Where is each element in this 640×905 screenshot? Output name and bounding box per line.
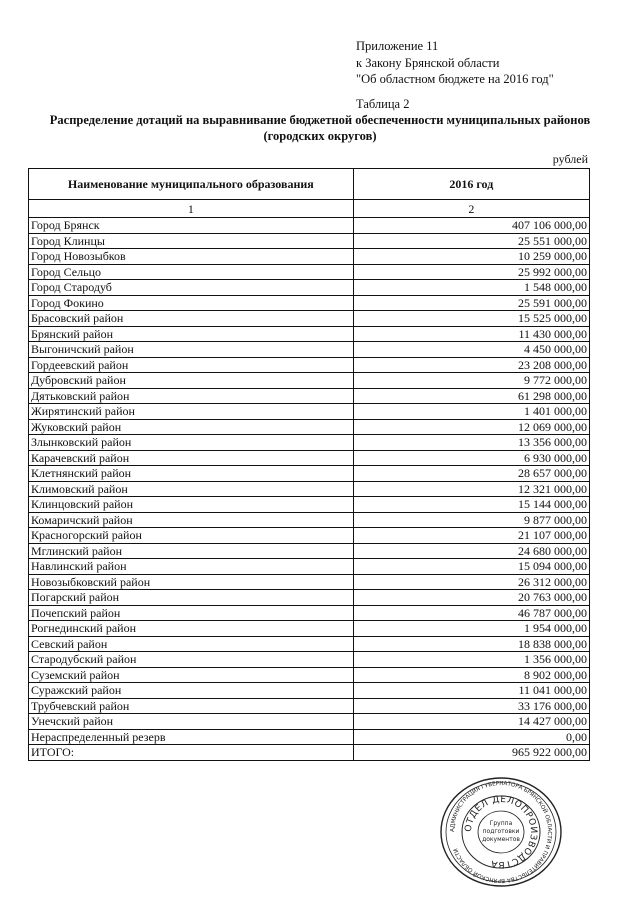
table-row bbox=[29, 652, 590, 668]
column-header-year: 2016 год bbox=[353, 169, 589, 200]
municipality-name: Брасовский район bbox=[29, 311, 354, 327]
table-row bbox=[29, 683, 590, 699]
subsidy-amount: 61 298 000,00 bbox=[353, 388, 589, 404]
subsidy-amount: 15 094 000,00 bbox=[353, 559, 589, 575]
subsidy-amount: 25 992 000,00 bbox=[353, 264, 589, 280]
municipality-name: Выгоничский район bbox=[29, 342, 354, 358]
table-row bbox=[29, 357, 590, 373]
subsidy-amount: 6 930 000,00 bbox=[353, 450, 589, 466]
law-reference: к Закону Брянской области bbox=[356, 55, 500, 70]
subsidy-amount: 1 954 000,00 bbox=[353, 621, 589, 637]
column-number-1: 1 bbox=[29, 200, 354, 218]
subsidy-amount: 18 838 000,00 bbox=[353, 636, 589, 652]
table-row bbox=[29, 714, 590, 730]
table-row bbox=[29, 667, 590, 683]
table-number: Таблица 2 bbox=[356, 96, 410, 111]
subsidy-amount: 8 902 000,00 bbox=[353, 667, 589, 683]
appendix-number: Приложение 11 bbox=[356, 39, 439, 53]
table-row bbox=[29, 698, 590, 714]
subsidy-amount: 13 356 000,00 bbox=[353, 435, 589, 451]
municipality-name: Унечский район bbox=[29, 714, 354, 730]
table-row bbox=[29, 559, 590, 575]
table-row bbox=[29, 435, 590, 451]
municipality-name: ИТОГО: bbox=[29, 745, 354, 761]
subsidy-amount: 15 525 000,00 bbox=[353, 311, 589, 327]
subsidy-amount: 12 321 000,00 bbox=[353, 481, 589, 497]
table-row bbox=[29, 419, 590, 435]
subsidy-amount: 11 041 000,00 bbox=[353, 683, 589, 699]
municipality-name: Жуковский район bbox=[29, 419, 354, 435]
municipality-name: Стародубский район bbox=[29, 652, 354, 668]
subsidy-amount: 25 551 000,00 bbox=[353, 233, 589, 249]
table-row bbox=[29, 280, 590, 296]
document-title-line2: (городских округов) bbox=[263, 129, 377, 143]
document-title bbox=[20, 112, 620, 144]
municipality-name: Город Фокино bbox=[29, 295, 354, 311]
subsidy-amount: 23 208 000,00 bbox=[353, 357, 589, 373]
municipality-name: Злынковский район bbox=[29, 435, 354, 451]
subsidy-amount: 9 772 000,00 bbox=[353, 373, 589, 389]
table-row bbox=[29, 342, 590, 358]
table-row bbox=[29, 543, 590, 559]
appendix-header bbox=[356, 38, 554, 112]
official-stamp bbox=[437, 776, 565, 888]
subsidy-amount: 14 427 000,00 bbox=[353, 714, 589, 730]
table-row bbox=[29, 745, 590, 761]
table-header-row bbox=[29, 169, 590, 200]
municipality-name: Новозыбковский район bbox=[29, 574, 354, 590]
table-row bbox=[29, 636, 590, 652]
municipality-name: Климовский район bbox=[29, 481, 354, 497]
municipality-name: Мглинский район bbox=[29, 543, 354, 559]
municipality-name: Брянский район bbox=[29, 326, 354, 342]
table-row bbox=[29, 326, 590, 342]
subsidy-amount: 12 069 000,00 bbox=[353, 419, 589, 435]
subsidy-amount: 21 107 000,00 bbox=[353, 528, 589, 544]
stamp-center-line1: Группа bbox=[489, 820, 513, 827]
table-row bbox=[29, 218, 590, 234]
law-title: "Об областном бюджете на 2016 год" bbox=[356, 72, 554, 86]
subsidy-amount: 1 356 000,00 bbox=[353, 652, 589, 668]
table-body bbox=[29, 218, 590, 761]
subsidy-amount: 20 763 000,00 bbox=[353, 590, 589, 606]
municipality-name: Дубровский район bbox=[29, 373, 354, 389]
table-row bbox=[29, 590, 590, 606]
subsidy-amount: 25 591 000,00 bbox=[353, 295, 589, 311]
municipality-name: Клинцовский район bbox=[29, 497, 354, 513]
municipality-name: Гордеевский район bbox=[29, 357, 354, 373]
subsidy-amount: 4 450 000,00 bbox=[353, 342, 589, 358]
subsidy-amount: 46 787 000,00 bbox=[353, 605, 589, 621]
municipality-name: Суземский район bbox=[29, 667, 354, 683]
subsidy-amount: 24 680 000,00 bbox=[353, 543, 589, 559]
table-row bbox=[29, 249, 590, 265]
table-row bbox=[29, 466, 590, 482]
table-row bbox=[29, 528, 590, 544]
stamp-outer-text: АДМИНИСТРАЦИЯ ГУБЕРНАТОРА БРЯНСКОЙ ОБЛАСТИ И ПРАВИТЕЛЬСТВА БРЯНСКОЙ ОБЛАСТИ bbox=[449, 780, 553, 884]
table-row bbox=[29, 373, 590, 389]
municipality-name: Красногорский район bbox=[29, 528, 354, 544]
stamp-center-line3: документов bbox=[482, 836, 520, 843]
subsidy-amount: 15 144 000,00 bbox=[353, 497, 589, 513]
table-row bbox=[29, 264, 590, 280]
table-row bbox=[29, 729, 590, 745]
municipality-name: Город Сельцо bbox=[29, 264, 354, 280]
municipality-name: Почепский район bbox=[29, 605, 354, 621]
table-row bbox=[29, 311, 590, 327]
subsidy-amount: 33 176 000,00 bbox=[353, 698, 589, 714]
table-row bbox=[29, 512, 590, 528]
subsidy-amount: 965 922 000,00 bbox=[353, 745, 589, 761]
municipality-name: Клетнянский район bbox=[29, 466, 354, 482]
municipality-name: Рогнединский район bbox=[29, 621, 354, 637]
table-row bbox=[29, 497, 590, 513]
table-row bbox=[29, 574, 590, 590]
subsidy-amount: 10 259 000,00 bbox=[353, 249, 589, 265]
municipality-name: Город Новозыбков bbox=[29, 249, 354, 265]
municipality-name: Суражский район bbox=[29, 683, 354, 699]
document-title-line1: Распределение дотаций на выравнивание бюджетной обеспеченности муниципальных районов bbox=[49, 113, 591, 127]
subsidy-amount: 1 548 000,00 bbox=[353, 280, 589, 296]
subsidy-amount: 11 430 000,00 bbox=[353, 326, 589, 342]
subsidy-amount: 28 657 000,00 bbox=[353, 466, 589, 482]
stamp-ring-text: ОТДЕЛ ДЕЛОПРОИЗВОДСТВА bbox=[463, 794, 539, 870]
municipality-name: Севский район bbox=[29, 636, 354, 652]
municipality-name: Дятьковский район bbox=[29, 388, 354, 404]
municipality-name: Трубчевский район bbox=[29, 698, 354, 714]
table-row bbox=[29, 621, 590, 637]
municipality-name: Карачевский район bbox=[29, 450, 354, 466]
column-numbers-row bbox=[29, 200, 590, 218]
subsidy-amount: 9 877 000,00 bbox=[353, 512, 589, 528]
municipality-name: Комаричский район bbox=[29, 512, 354, 528]
table-row bbox=[29, 295, 590, 311]
table-row bbox=[29, 450, 590, 466]
municipality-name: Город Брянск bbox=[29, 218, 354, 234]
stamp-center-line2: подготовки bbox=[482, 828, 520, 835]
subsidy-amount: 0,00 bbox=[353, 729, 589, 745]
table-row bbox=[29, 605, 590, 621]
subsidy-amount: 1 401 000,00 bbox=[353, 404, 589, 420]
table-row bbox=[29, 388, 590, 404]
table-row bbox=[29, 481, 590, 497]
municipality-name: Жирятинский район bbox=[29, 404, 354, 420]
table-row bbox=[29, 404, 590, 420]
municipality-name: Навлинский район bbox=[29, 559, 354, 575]
subsidy-amount: 407 106 000,00 bbox=[353, 218, 589, 234]
units-label: рублей bbox=[552, 152, 588, 166]
municipality-name: Город Стародуб bbox=[29, 280, 354, 296]
table-row bbox=[29, 233, 590, 249]
subsidies-table bbox=[28, 168, 590, 761]
column-header-name: Наименование муниципального образования bbox=[29, 169, 354, 200]
municipality-name: Нераспределенный резерв bbox=[29, 729, 354, 745]
municipality-name: Город Клинцы bbox=[29, 233, 354, 249]
subsidy-amount: 26 312 000,00 bbox=[353, 574, 589, 590]
column-number-2: 2 bbox=[353, 200, 589, 218]
municipality-name: Погарский район bbox=[29, 590, 354, 606]
